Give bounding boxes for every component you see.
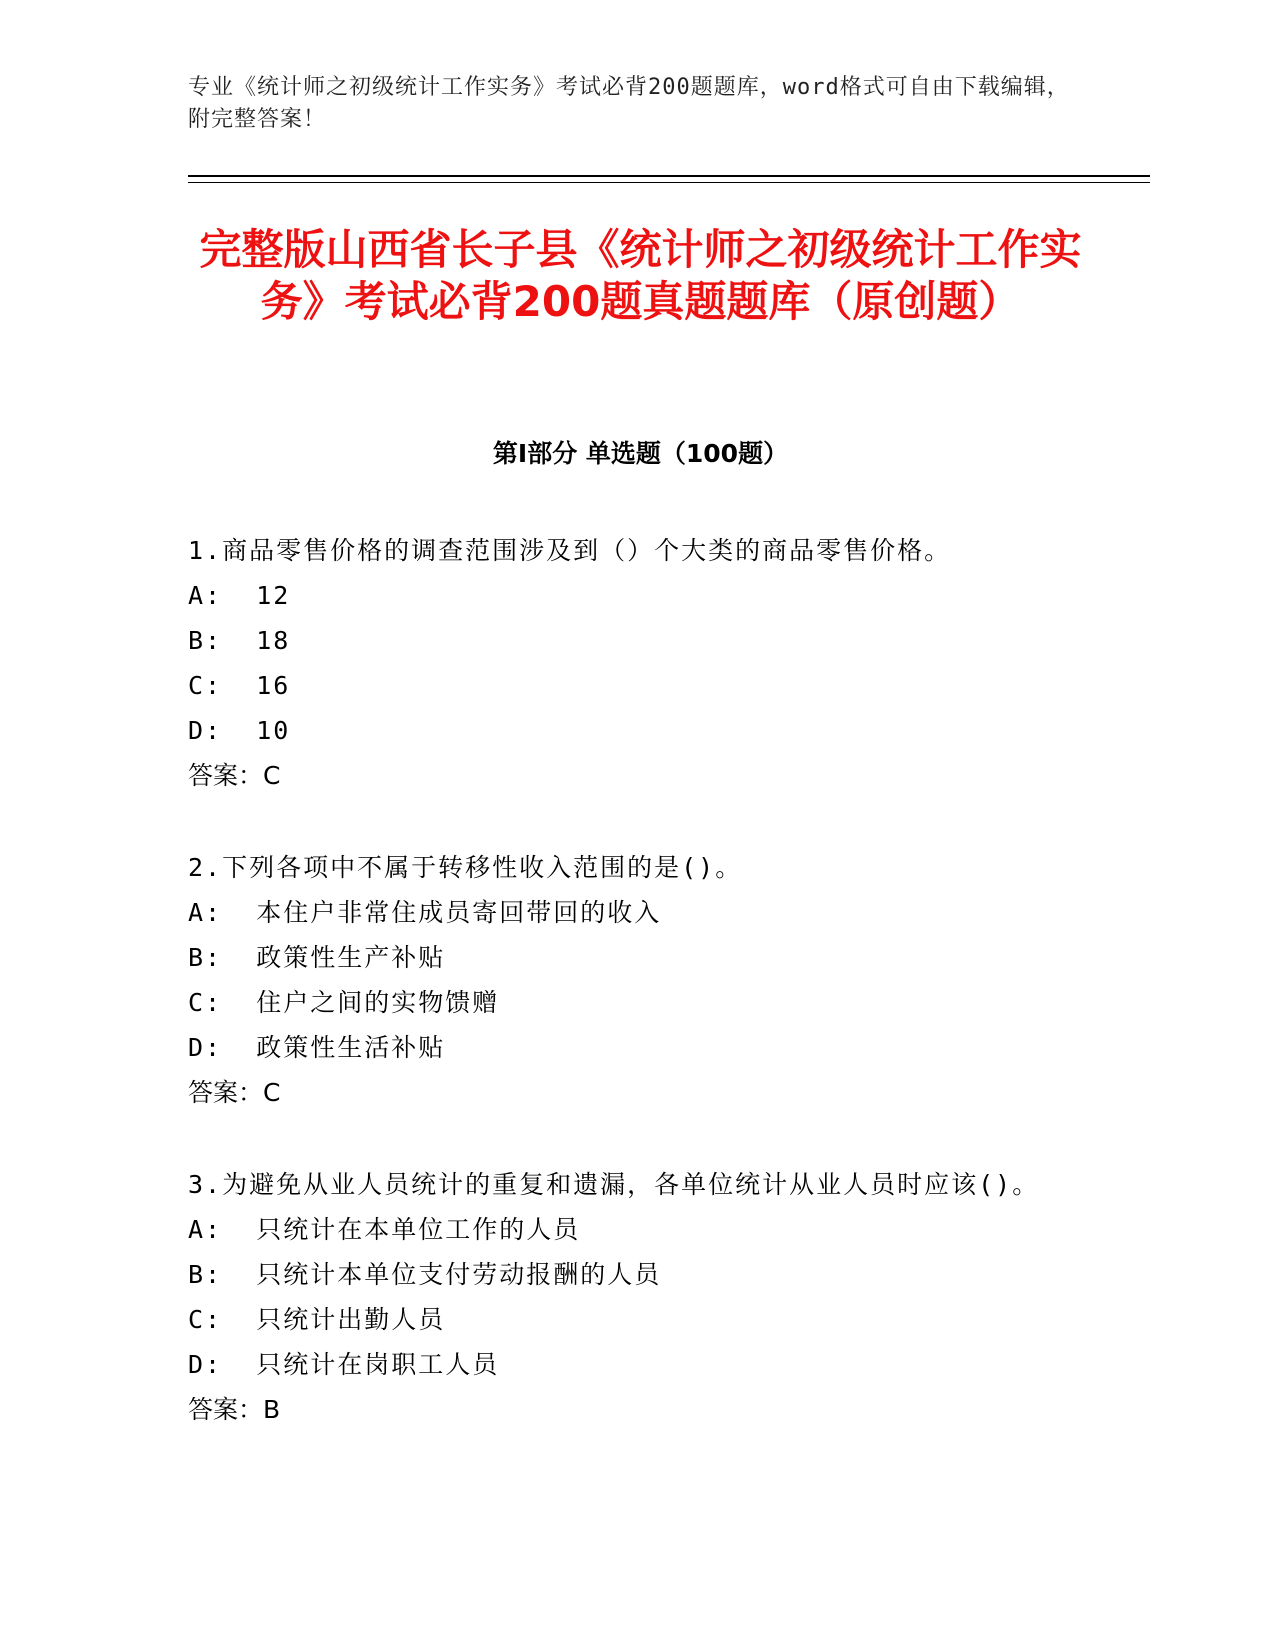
option-c: C: 只统计出勤人员 <box>188 1305 446 1334</box>
option-d: D: 政策性生活补贴 <box>188 1033 446 1062</box>
answer: 答案：C <box>188 761 281 790</box>
option-c: C: 住户之间的实物馈赠 <box>188 988 500 1017</box>
option-d: D: 10 <box>188 716 291 745</box>
option-b: B: 18 <box>188 626 291 655</box>
option-b: B: 只统计本单位支付劳动报酬的人员 <box>188 1260 662 1289</box>
option-a: A: 本住户非常住成员寄回带回的收入 <box>188 898 662 927</box>
option-a: A: 只统计在本单位工作的人员 <box>188 1215 581 1244</box>
question-3 <box>188 1162 1068 1432</box>
question-stem: 3.为避免从业人员统计的重复和遗漏，各单位统计从业人员时应该()。 <box>188 1170 1040 1199</box>
header-note: 专业《统计师之初级统计工作实务》考试必背200题题库，word格式可自由下载编辑，附完整答案！ <box>188 75 1070 132</box>
question-2 <box>188 845 1068 1115</box>
header-rule-thick <box>188 175 1150 177</box>
answer: 答案：C <box>188 1078 281 1107</box>
question-stem: 2.下列各项中不属于转移性收入范围的是()。 <box>188 853 743 882</box>
option-d: D: 只统计在岗职工人员 <box>188 1350 500 1379</box>
header-rule-thin <box>188 182 1150 183</box>
section-title: 第I部分 单选题（100题） <box>492 439 789 468</box>
option-c: C: 16 <box>188 671 291 700</box>
question-list <box>188 528 1068 1479</box>
option-b: B: 政策性生产补贴 <box>188 943 446 972</box>
option-a: A: 12 <box>188 581 291 610</box>
question-1 <box>188 528 1068 798</box>
document-title: 完整版山西省长子县《统计师之初级统计工作实务》考试必背200题真题题库（原创题） <box>199 225 1082 326</box>
question-stem: 1.商品零售价格的调查范围涉及到（）个大类的商品零售价格。 <box>188 536 952 565</box>
answer: 答案：B <box>188 1395 281 1424</box>
